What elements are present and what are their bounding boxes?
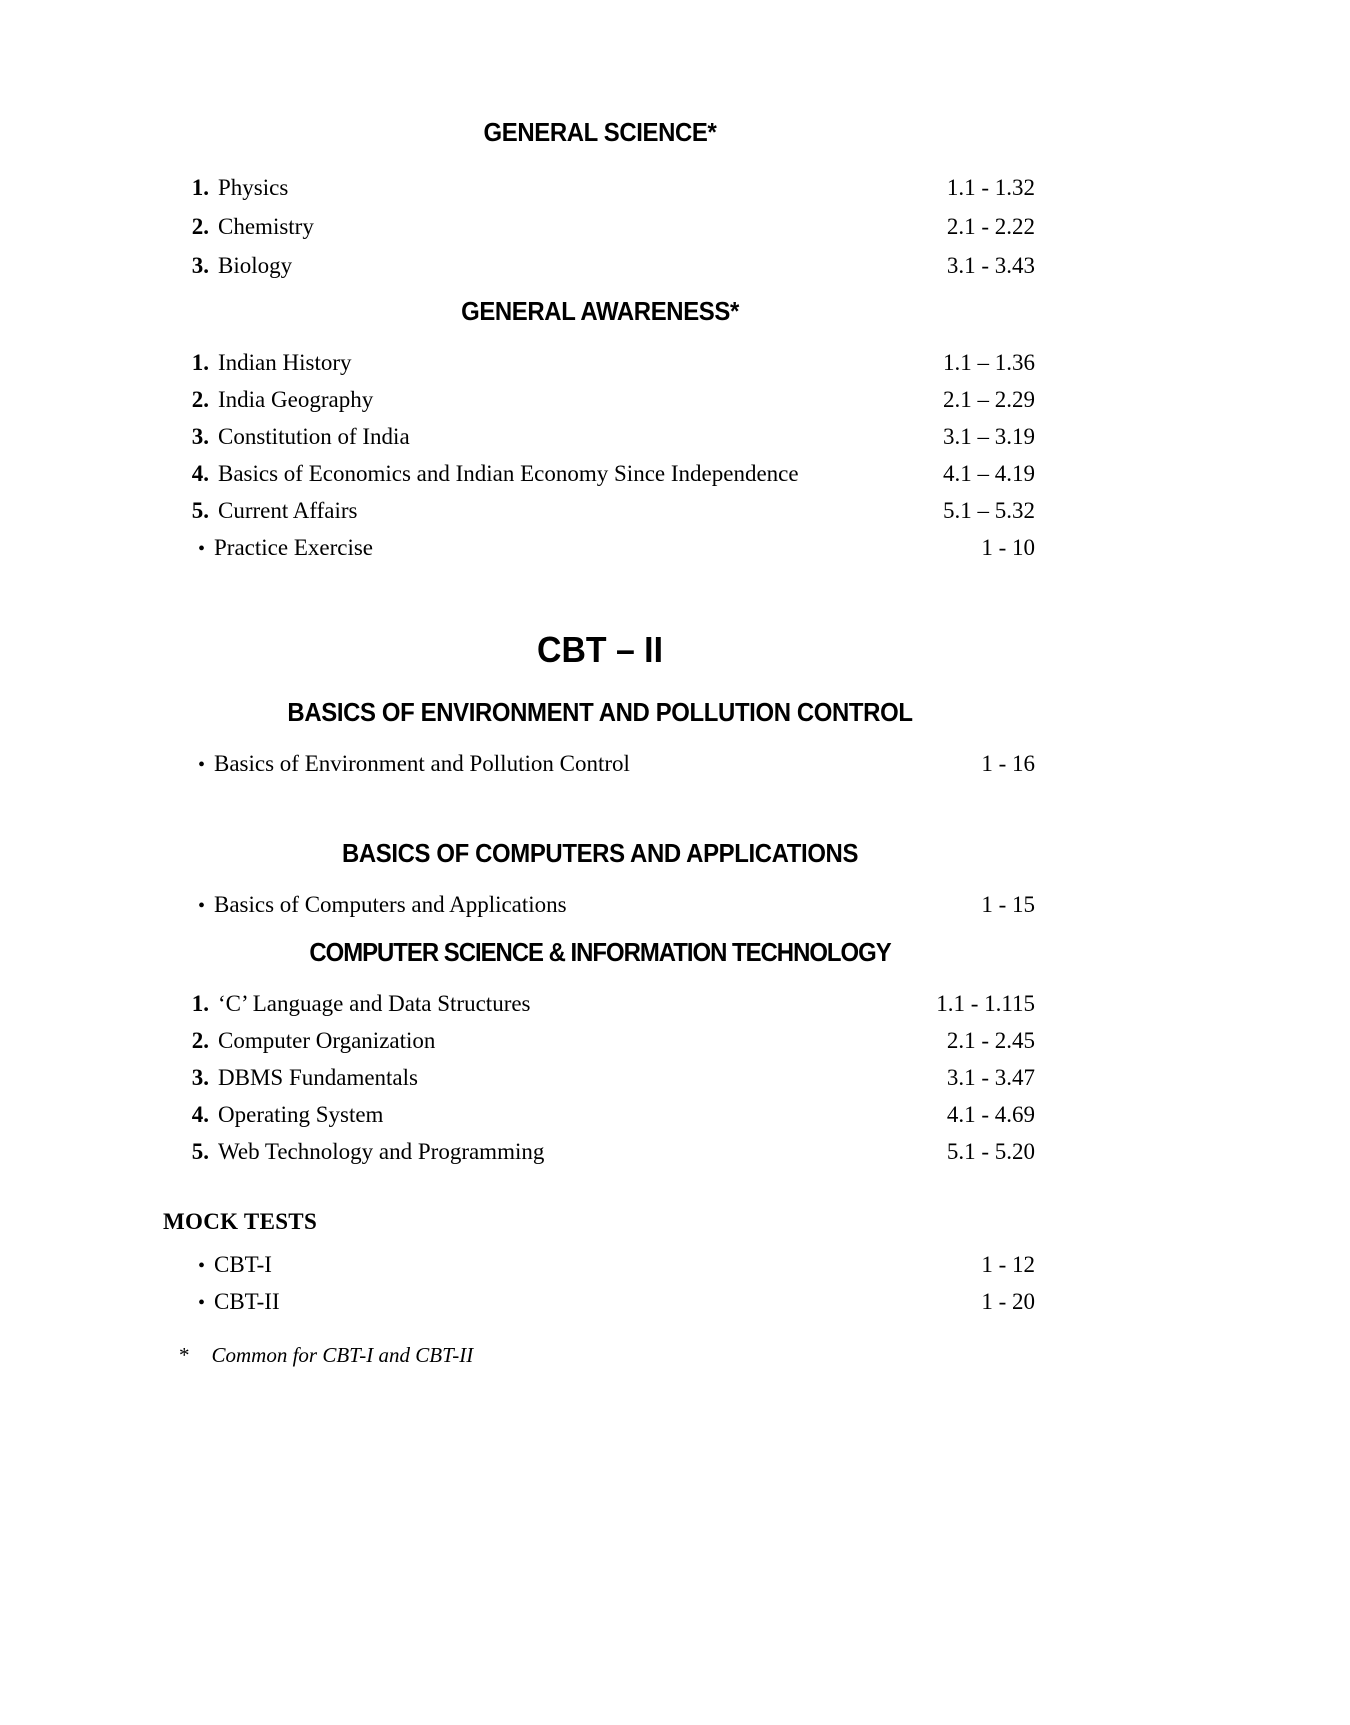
toc-row-pages: 1.1 - 1.32 [946,174,1035,200]
toc-row-marker: 4. [191,460,209,486]
toc-row-pages: 5.1 - 5.20 [946,1138,1035,1164]
toc-row [165,1066,1035,1089]
section-heading-computers: BASICS OF COMPUTERS AND APPLICATIONS [341,838,859,869]
toc-row [165,176,1035,199]
section-heading-mock-tests: MOCK TESTS [163,1208,318,1234]
section-heading-general-science: GENERAL SCIENCE* [483,117,717,147]
toc-row-marker: 2. [191,386,209,412]
toc-row-label: Indian History [218,349,352,375]
toc-row-pages: 3.1 – 3.19 [943,423,1035,449]
toc-row [165,752,1035,775]
toc-row-pages: 1.1 - 1.115 [936,990,1035,1016]
toc-row-label: Current Affairs [218,497,358,523]
toc-row-label: ‘C’ Language and Data Structures [218,990,531,1016]
footnote-text: Common for CBT-I and CBT-II [211,1342,474,1367]
toc-row-label: Biology [218,252,293,278]
toc-row-marker: 2. [191,1027,209,1053]
bullet-icon: • [197,754,205,777]
toc-content [165,118,1035,1368]
toc-row [165,462,1035,485]
toc-row-pages: 3.1 - 3.47 [946,1064,1035,1090]
toc-row [165,215,1035,238]
toc-row [165,1253,1035,1276]
toc-row-label: Basics of Computers and Applications [214,891,567,917]
toc-row-label: Operating System [218,1101,384,1127]
bullet-icon: • [197,1254,205,1277]
toc-row-pages: 4.1 – 4.19 [943,460,1035,486]
toc-row-marker: 1. [191,349,209,375]
toc-row [165,992,1035,1015]
toc-row-label: India Geography [218,386,374,412]
toc-row-pages: 4.1 - 4.69 [946,1101,1035,1127]
bullet-icon: • [197,537,205,560]
toc-row-label: Practice Exercise [214,534,373,560]
toc-row-label: DBMS Fundamentals [218,1064,418,1090]
toc-row-marker: 4. [191,1101,209,1127]
toc-row [165,1103,1035,1126]
toc-row-pages: 1 - 10 [981,534,1035,560]
toc-row [165,499,1035,522]
toc-row-label: Constitution of India [218,423,410,449]
toc-row-label: Basics of Environment and Pollution Control [214,751,630,777]
toc-row-label: Physics [218,174,289,200]
part-title-cbt-2: CBT – II [537,628,663,670]
toc-row-pages: 1.1 – 1.36 [943,349,1035,375]
toc-row [165,388,1035,411]
bullet-icon: • [197,1291,205,1314]
toc-row [165,351,1035,374]
section-heading-cs-it: COMPUTER SCIENCE & INFORMATION TECHNOLOGY [309,936,891,967]
toc-row-marker: 2. [191,213,209,239]
toc-row-label: Chemistry [218,213,314,239]
bullet-icon: • [197,894,205,917]
asterisk-icon: * [179,1342,190,1367]
toc-row-marker: 5. [191,1138,209,1164]
toc-row-pages: 1 - 12 [981,1251,1035,1277]
toc-row-pages: 3.1 - 3.43 [946,252,1035,278]
toc-row-label: Web Technology and Programming [218,1138,545,1164]
section-heading-environment: BASICS OF ENVIRONMENT AND POLLUTION CONTROL [287,697,913,728]
toc-row [165,425,1035,448]
toc-row-pages: 2.1 - 2.45 [946,1027,1035,1053]
toc-row-pages: 5.1 – 5.32 [943,497,1035,523]
toc-row-pages: 1 - 16 [981,751,1035,777]
toc-row [165,254,1035,277]
section-heading-general-awareness: GENERAL AWARENESS* [461,295,739,326]
toc-row-pages: 2.1 – 2.29 [943,386,1035,412]
toc-row-marker: 5. [191,497,209,523]
toc-row-marker: 3. [191,1064,209,1090]
toc-row-marker: 1. [191,174,209,200]
toc-row-marker: 3. [191,423,209,449]
toc-row-marker: 3. [191,252,209,278]
footnote [179,1343,1035,1368]
toc-row-pages: 1 - 15 [981,891,1035,917]
toc-row [165,1140,1035,1163]
toc-row [165,893,1035,916]
toc-row-label: Computer Organization [218,1027,436,1053]
toc-row-marker: 1. [191,990,209,1016]
toc-row-pages: 2.1 - 2.22 [946,213,1035,239]
toc-row-pages: 1 - 20 [981,1288,1035,1314]
toc-row [165,1029,1035,1052]
toc-row [165,1290,1035,1313]
toc-row-label: CBT-I [214,1251,272,1277]
toc-row-label: Basics of Economics and Indian Economy Since Independence [218,460,799,486]
toc-row-label: CBT-II [214,1288,280,1314]
toc-row [165,536,1035,559]
